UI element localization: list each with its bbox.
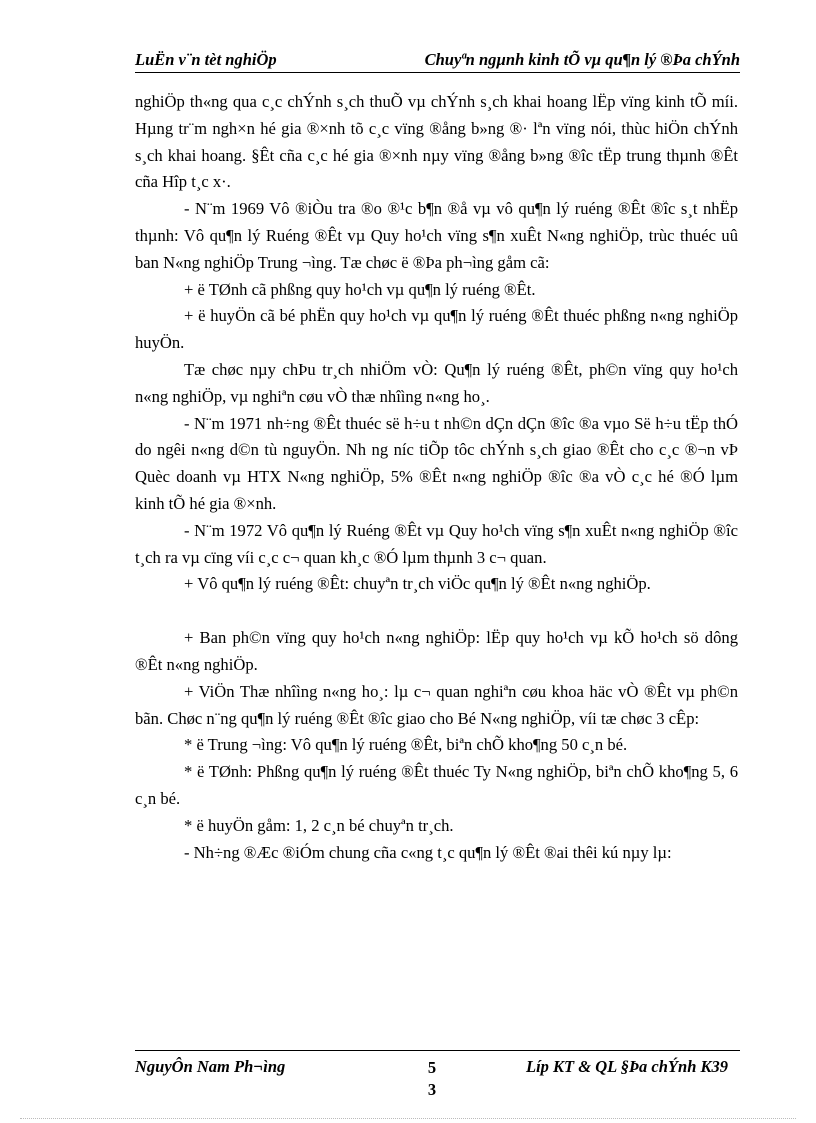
footer-class: Líp KT & QL §Þa chÝnh K39 [526,1057,728,1076]
paragraph: - N¨m 1971 nh÷ng ®Êt thuéc së h÷u t nh©n dÇn dÇn ®îc ®a vµo Së h÷u tËp thÓ do ngêi n«ng d©n tù nguyÖn. Nh ng níc tiÕp tôc chÝnh s¸ch giao ®Êt cho c¸c ®¬n vÞ Quèc doanh vµ HTX N«ng nghiÖp, 5% ®Êt n«ng nghiÖp ®îc ®a vÒ c¸c hé ®Ó lµm kinh tÕ hé gia ®×nh. [135,413,738,513]
page-bottom-rule [20,1118,796,1119]
body-text [135,89,738,866]
header-thesis-title: LuËn v¨n tèt nghiÖp [135,50,277,69]
paragraph: Tæ chøc nµy chÞu tr¸ch nhiÖm vÒ: Qu¶n lý ruéng ®Êt, ph©n vïng quy ho¹ch n«ng nghiÖp, vµ nghiªn cøu vÒ thæ nhîìng n«ng ho¸. [135,359,738,406]
paragraph: + ViÖn Thæ nhîìng n«ng ho¸: lµ c¬ quan nghiªn cøu khoa häc vÒ ®Êt vµ ph©n bãn. Chøc n¨ng qu¶n lý ruéng ®Êt ®îc giao cho Bé N«ng nghiÖp, víi tæ chøc 3 cÊp: [135,681,738,728]
running-footer [135,1050,740,1099]
paragraph: * ë TØnh: Phßng qu¶n lý ruéng ®Êt thuéc Ty N«ng nghiÖp, biªn chÕ kho¶ng 5, 6 c¸n bé. [135,762,738,808]
header-major-title: Chuyªn ngµnh kinh tÕ vµ qu¶n lý ®Þa chÝnh [424,50,740,69]
paragraph-gap [135,598,738,625]
page-number [420,1057,444,1101]
paragraph: - Nh÷ng ®Æc ®iÓm chung cña c«ng t¸c qu¶n lý ®Êt ®ai thêi kú nµy lµ: [184,842,672,862]
footer-author: NguyÔn Nam Ph¬ìng [135,1057,286,1076]
paragraph: nghiÖp th«ng qua c¸c chÝnh s¸ch thuÕ vµ chÝnh s¸ch khai hoang lËp vïng kinh tÕ míi. Hµng tr¨m ngh×n hé gia ®×nh tõ c¸c vïng ®ång b»ng ®· lªn vïng nói, thùc hiÖn chÝnh s¸ch khai hoang. §Êt cña c¸c hé gia ®×nh nµy vïng ®ång b»ng ®îc tËp trung thµnh ®Êt cña Hîp t¸c x·. [135,92,738,192]
paragraph: - N¨m 1969 Vô ®iÒu tra ®o ®¹c b¶n ®å vµ vô qu¶n lý ruéng ®Êt ®îc s¸t nhËp thµnh: Vô qu¶n lý Ruéng ®Êt vµ Quy ho¹ch vïng s¶n xuÊt N«ng nghiÖp, trùc thuéc uû ban N«ng nghiÖp Trung ¬ìng. Tæ chøc ë ®Þa ph¬ìng gåm cã: [135,199,738,272]
page-number-line-1: 5 [427,1058,437,1077]
running-header [135,50,740,73]
paragraph: + ë TØnh cã phßng quy ho¹ch vµ qu¶n lý ruéng ®Êt. [184,279,536,299]
paragraph: + Vô qu¶n lý ruéng ®Êt: chuyªn tr¸ch viÖc qu¶n lý ®Êt n«ng nghiÖp. [184,574,651,594]
paragraph: + Ban ph©n vïng quy ho¹ch n«ng nghiÖp: lËp quy ho¹ch vµ kÕ ho¹ch sö dông ®Êt n«ng nghiÖp. [135,628,738,674]
paragraph: - N¨m 1972 Vô qu¶n lý Ruéng ®Êt vµ Quy ho¹ch vïng s¶n xuÊt n«ng nghiÖp ®îc t¸ch ra vµ cïng víi c¸c c¬ quan kh¸c ®Ó lµm thµnh 3 c¬ quan. [135,520,738,567]
paragraph: * ë huyÖn gåm: 1, 2 c¸n bé chuyªn tr¸ch. [184,815,454,835]
paragraph: + ë huyÖn cã bé phËn quy ho¹ch vµ qu¶n lý ruéng ®Êt thuéc phßng n«ng nghiÖp huyÖn. [135,306,738,353]
paragraph: * ë Trung ¬ìng: Vô qu¶n lý ruéng ®Êt, biªn chÕ kho¶ng 50 c¸n bé. [184,735,628,755]
page-number-line-2: 3 [427,1080,437,1099]
